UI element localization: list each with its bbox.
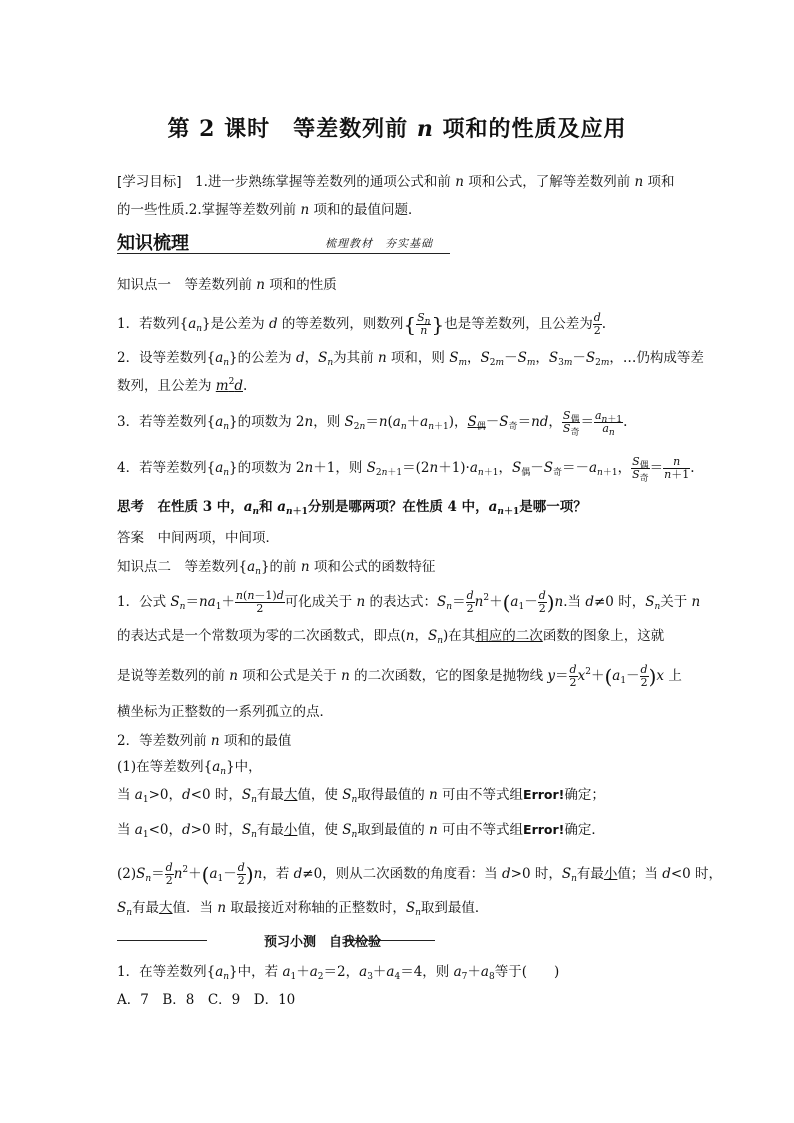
function-feature-line-4: 横坐标为正整数的一系列孤立的点． <box>117 704 333 720</box>
function-feature-line-3: 是说等差数列的前 n 项和公式是关于 n 的二次函数，它的图象是抛物线 y＝ $\frac{d}{2}$ $x^2+(a_1-$ $\frac{d}{2}$ )x 上 <box>117 663 682 689</box>
function-feature-line-2: 的表达式是一个常数项为零的二次函数式，即点(n，$S_n$)在其相应的二次函数的图象上，这就 <box>117 628 665 646</box>
extremum-case-1a: 当 $a_1>0$，d<0 时，$S_n$有最大值，使 $S_n$取得最值的 n 可由不等式组Error!确定； <box>117 787 605 805</box>
extremum-title: 2．等差数列前 n 项和的最值 <box>117 733 292 749</box>
property-2-line-1: 2．设等差数列$\{a_n\}$的公差为 d，$S_n$为其前 n 项和，则 $S_m$，$S_{2m}-S_m$，$S_{3m}-S_{2m}$，…仍构成等差 <box>117 350 704 368</box>
extremum-case-1-intro: (1)在等差数列$\{a_n\}$中， <box>117 759 262 777</box>
practice-title: 预习小测 自我检验 <box>263 935 381 950</box>
practice-question-1-options: A．7 B．8 C．9 D．10 <box>117 992 296 1008</box>
learning-goals-line-1: [学习目标] 1.进一步熟练掌握等差数列的通项公式和前 n 项和公式，了解等差数列前 n 项和 <box>117 174 675 190</box>
think-answer: 答案 中间两项，中间项． <box>117 530 279 546</box>
extremum-case-2-line-2: $S_n$有最大值．当 n 取最接近对称轴的正整数时，$S_n$取到最值． <box>117 900 489 918</box>
extremum-case-2-line-1: $(2)S_n=$ $\frac{d}{2}$ $n^2+(a_1-$ $\frac{d}{2}$ )n，若 d≠0，则从二次函数的角度看：当 d>0 时，$S_n$有最小值；当 d<0 时， <box>117 861 723 887</box>
think-question: 思考 在性质 3 中，$a_n$和 $a_{n+1}$分别是哪两项？在性质 4 中，$a_{n+1}$是哪一项？ <box>117 499 587 517</box>
section-header-knowledge <box>117 229 450 255</box>
knowledge-point-2-title: 知识点二 等差数列$\{a_n\}$的前 n 项和公式的函数特征 <box>117 559 436 577</box>
extremum-case-1b: 当 $a_1<0$，d>0 时，$S_n$有最小值，使 $S_n$取到最值的 n 可由不等式组Error!确定． <box>117 822 605 840</box>
property-4: 4．若等差数列$\{a_n\}$的项数为 2n＋1，则 $S_{2n+1}=(2n+1)\cdot a_{n+1}$，$S_偶-S_奇=-a_{n+1}$， $\frac{S_偶}{S_奇}$ ＝ $\frac{n}{n+1}$ . <box>117 455 695 484</box>
practice-rule-left <box>117 940 207 941</box>
section-tag: 梳理教材 夯实基础 <box>325 237 433 250</box>
knowledge-point-1-title: 知识点一 等差数列前 n 项和的性质 <box>117 277 337 293</box>
practice-question-1: 1．在等差数列$\{a_n\}$中，若 $a_1+a_2=2$，$a_3+a_4=4$，则 $a_7+a_8$等于( ) <box>117 964 560 982</box>
property-1: 1．若数列$\{a_n\}$是公差为 d 的等差数列，则数列{ $\frac{S_n}{n}$ }也是等差数列，且公差为 $\frac{d}{2}$ . <box>117 311 607 337</box>
page-title: 第 2 课时 等差数列前 n 项和的性质及应用 <box>167 116 627 142</box>
learning-goals-line-2: 的一些性质.2.掌握等差数列前 n 项和的最值问题． <box>117 202 422 218</box>
section-name: 知识梳理 <box>117 233 189 254</box>
property-2-line-2: 数列，且公差为 $m^2d$. <box>117 377 248 394</box>
practice-rule-right-line <box>345 940 435 941</box>
function-feature-line-1: 1．公式 $S_n=na_1+$ $\frac{n(n-1)d}{2}$ 可化成关于 n 的表达式：$S_n=$ $\frac{d}{2}$ $n^2+(a_1-$ $\frac{d}{2}$ )n.当 d≠0 时，$S_n$关于 n <box>117 589 701 615</box>
property-3: 3．若等差数列$\{a_n\}$的项数为 2n，则 $S_{2n}=n(a_n+a_{n+1})$，$S_偶-S_奇=nd$， $\frac{S_偶}{S_奇}$ ＝ $\frac{a_{n+1}}{a_n}$ . <box>117 409 628 438</box>
section-divider <box>117 253 450 254</box>
